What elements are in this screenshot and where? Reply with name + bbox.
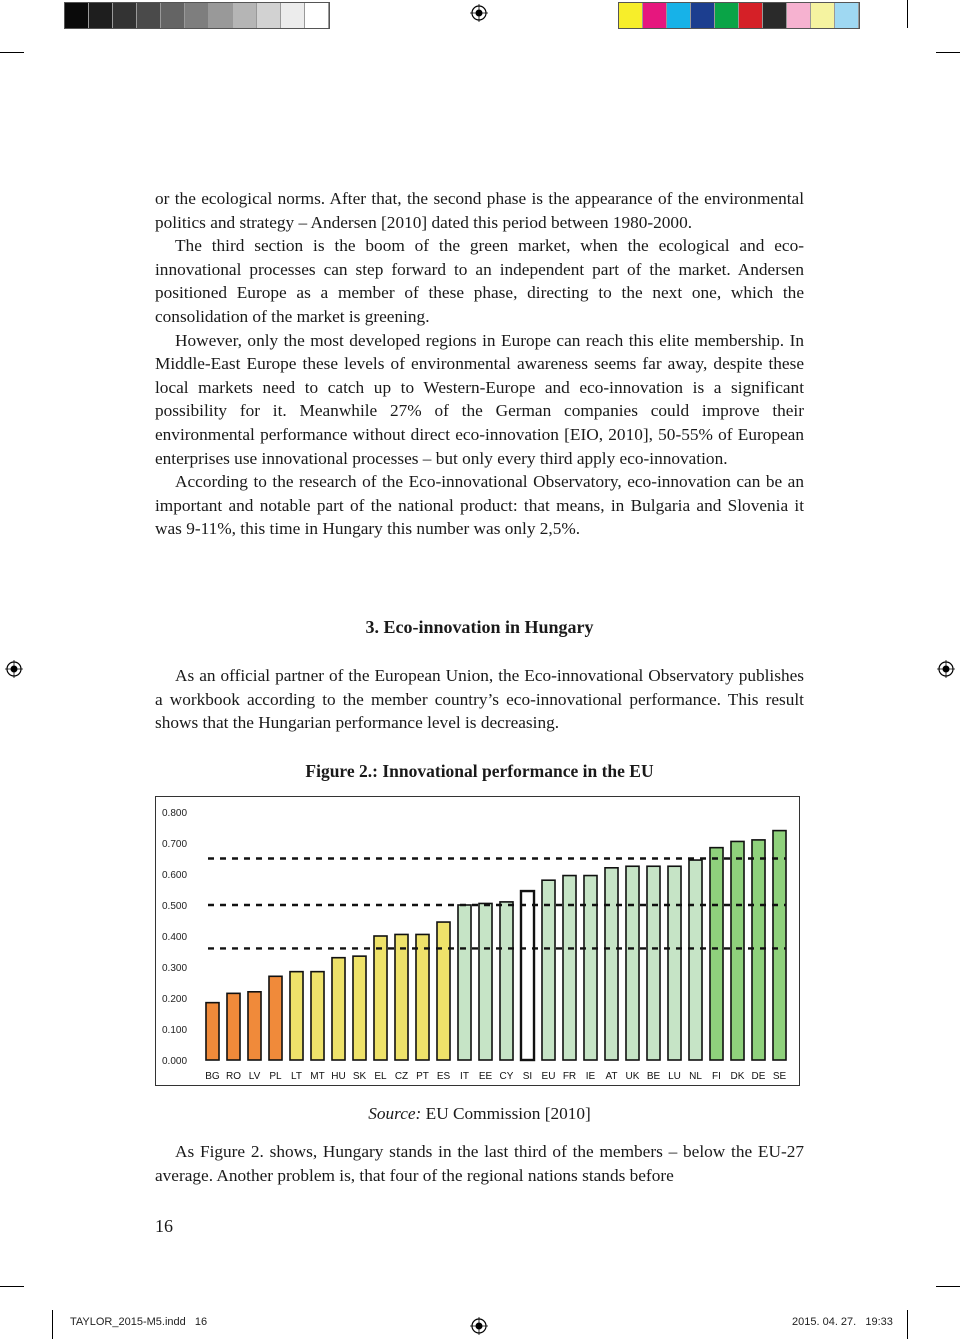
- x-tick-label: AT: [605, 1071, 618, 1082]
- gray-swatch: [113, 3, 137, 28]
- gray-swatch: [233, 3, 257, 28]
- bar: [395, 934, 408, 1060]
- figure-title: Figure 2.: Innovational performance in the EU: [305, 761, 654, 781]
- figure-source: [155, 1102, 804, 1126]
- bar: [668, 866, 681, 1060]
- gray-swatch: [161, 3, 185, 28]
- crop-mark: [52, 1310, 53, 1339]
- bar-chart: [155, 796, 800, 1086]
- x-tick-label: EU: [541, 1071, 556, 1082]
- crop-mark: [936, 1286, 960, 1287]
- bar: [500, 902, 513, 1060]
- x-tick-label: SE: [772, 1071, 787, 1082]
- gray-swatch: [89, 3, 113, 28]
- x-tick-label: EE: [478, 1071, 493, 1082]
- source-label: Source:: [368, 1104, 422, 1123]
- color-swatch: [667, 3, 691, 28]
- x-tick-label: ES: [436, 1071, 451, 1082]
- section-heading: 3. Eco-innovation in Hungary: [365, 617, 594, 637]
- x-tick-label: BG: [205, 1071, 220, 1082]
- x-tick-label: SK: [352, 1071, 367, 1082]
- body-text-bottom: [155, 1140, 804, 1187]
- registration-mark-right-icon: [937, 660, 955, 678]
- x-tick-label: MT: [310, 1071, 325, 1082]
- y-tick-label: 0.000: [162, 1056, 188, 1067]
- page-number: 16: [155, 1216, 173, 1236]
- x-tick-label: DK: [730, 1071, 745, 1082]
- paragraph: However, only the most developed regions in Europe can reach this elite membership. In Middle-East Europe these levels of environmental awareness seems far away, despite these local markets need to catch up to Western-Europe and eco-innovation is a significant possibility for it. Meanwhile 27% of the German companies could improve their environmental performance without direct eco-innovation [EIO, 2010], 50-55% of European enterprises use innovational processes – but only every third apply eco-innovation.: [155, 330, 804, 468]
- bar: [563, 876, 576, 1060]
- bar: [332, 958, 345, 1060]
- crop-mark: [0, 1286, 24, 1287]
- x-tick-label: EL: [374, 1071, 387, 1082]
- x-tick-label: LU: [668, 1071, 681, 1082]
- process-color-bar: [618, 2, 860, 29]
- color-swatch: [835, 3, 859, 28]
- x-tick-label: RO: [226, 1071, 241, 1082]
- paragraph: According to the research of the Eco-innovational Observatory, eco-innovation can be an important and notable part of the national product: that means, in Bulgaria and Slovenia it was 9-11%, this time in Hungary this number was only 2,5%.: [155, 472, 804, 539]
- x-tick-label: NL: [689, 1071, 702, 1082]
- bar: [437, 922, 450, 1060]
- y-tick-label: 0.400: [162, 932, 188, 943]
- bar: [479, 903, 492, 1060]
- slug-date: 2015. 04. 27. 19:33: [792, 1316, 893, 1328]
- bar: [353, 956, 366, 1060]
- color-swatch: [763, 3, 787, 28]
- bar: [605, 868, 618, 1060]
- x-tick-label: IE: [585, 1071, 596, 1082]
- gray-swatch: [65, 3, 89, 28]
- gray-swatch: [281, 3, 305, 28]
- grayscale-color-bar: [64, 2, 330, 29]
- gray-swatch: [305, 3, 329, 28]
- x-tick-label: LT: [291, 1071, 302, 1082]
- slug-file: TAYLOR_2015-M5.indd 16: [70, 1316, 208, 1328]
- bar: [311, 972, 324, 1060]
- crop-mark: [907, 1310, 908, 1339]
- bar: [416, 934, 429, 1060]
- x-tick-label: LV: [248, 1071, 261, 1082]
- bar: [248, 992, 261, 1060]
- bar: [647, 866, 660, 1060]
- body-text-middle: [155, 664, 804, 735]
- bar: [374, 936, 387, 1060]
- paragraph: The third section is the boom of the green market, when the ecological and eco-innovational processes can step forward to an independent part of the market. Andersen positioned Europe as a member of these phase, directing to the next one, which the consolidation of the market is greening.: [155, 236, 804, 326]
- registration-mark-left-icon: [5, 660, 23, 678]
- crop-mark: [936, 52, 960, 53]
- bar: [227, 993, 240, 1060]
- bar: [773, 831, 786, 1060]
- bar: [689, 860, 702, 1060]
- bar: [269, 976, 282, 1060]
- bar: [521, 891, 534, 1060]
- bar: [542, 880, 555, 1060]
- bar: [458, 905, 471, 1060]
- y-tick-label: 0.800: [162, 808, 188, 819]
- gray-swatch: [257, 3, 281, 28]
- source-text: EU Commission [2010]: [421, 1104, 591, 1123]
- bar: [584, 876, 597, 1060]
- y-tick-label: 0.600: [162, 870, 188, 881]
- color-swatch: [715, 3, 739, 28]
- bar: [710, 848, 723, 1060]
- x-tick-label: SI: [522, 1071, 533, 1082]
- body-text-top: [155, 187, 804, 541]
- x-tick-label: CY: [499, 1071, 514, 1082]
- color-swatch: [739, 3, 763, 28]
- paragraph: or the ecological norms. After that, the second phase is the appearance of the environmental politics and strategy – Andersen [2010] dated this period between 1980-2000.: [155, 189, 804, 232]
- crop-mark: [0, 52, 24, 53]
- gray-swatch: [137, 3, 161, 28]
- y-tick-label: 0.200: [162, 994, 188, 1005]
- x-tick-label: PL: [269, 1071, 282, 1082]
- paragraph: As an official partner of the European Union, the Eco-innovational Observatory publishes a workbook according to the member country’s eco-innovational performance. This result shows that the Hungarian performance level is decreasing.: [155, 666, 804, 733]
- x-tick-label: DE: [751, 1071, 766, 1082]
- crop-mark: [907, 0, 908, 28]
- bar: [731, 841, 744, 1060]
- paragraph: As Figure 2. shows, Hungary stands in the last third of the members – below the EU-27 average. Another problem is, that four of the regional nations stands before: [155, 1142, 804, 1185]
- color-swatch: [811, 3, 835, 28]
- bar: [752, 840, 765, 1060]
- gray-swatch: [209, 3, 233, 28]
- color-swatch: [787, 3, 811, 28]
- x-tick-label: FR: [562, 1071, 577, 1082]
- bar: [206, 1003, 219, 1060]
- y-tick-label: 0.100: [162, 1025, 188, 1036]
- x-tick-label: IT: [460, 1071, 469, 1082]
- y-tick-label: 0.700: [162, 839, 188, 850]
- y-tick-label: 0.300: [162, 963, 188, 974]
- x-tick-label: PT: [416, 1071, 429, 1082]
- bar: [290, 972, 303, 1060]
- x-tick-label: HU: [331, 1071, 346, 1082]
- gray-swatch: [185, 3, 209, 28]
- registration-mark-bottom-icon: [470, 1317, 488, 1335]
- color-swatch: [643, 3, 667, 28]
- color-swatch: [619, 3, 643, 28]
- x-tick-label: CZ: [394, 1071, 409, 1082]
- color-swatch: [691, 3, 715, 28]
- chart-svg: [156, 797, 799, 1085]
- x-tick-label: UK: [625, 1071, 640, 1082]
- x-tick-label: FI: [712, 1071, 721, 1082]
- bar: [626, 866, 639, 1060]
- registration-mark-top-icon: [470, 4, 488, 22]
- x-tick-label: BE: [646, 1071, 661, 1082]
- y-tick-label: 0.500: [162, 901, 188, 912]
